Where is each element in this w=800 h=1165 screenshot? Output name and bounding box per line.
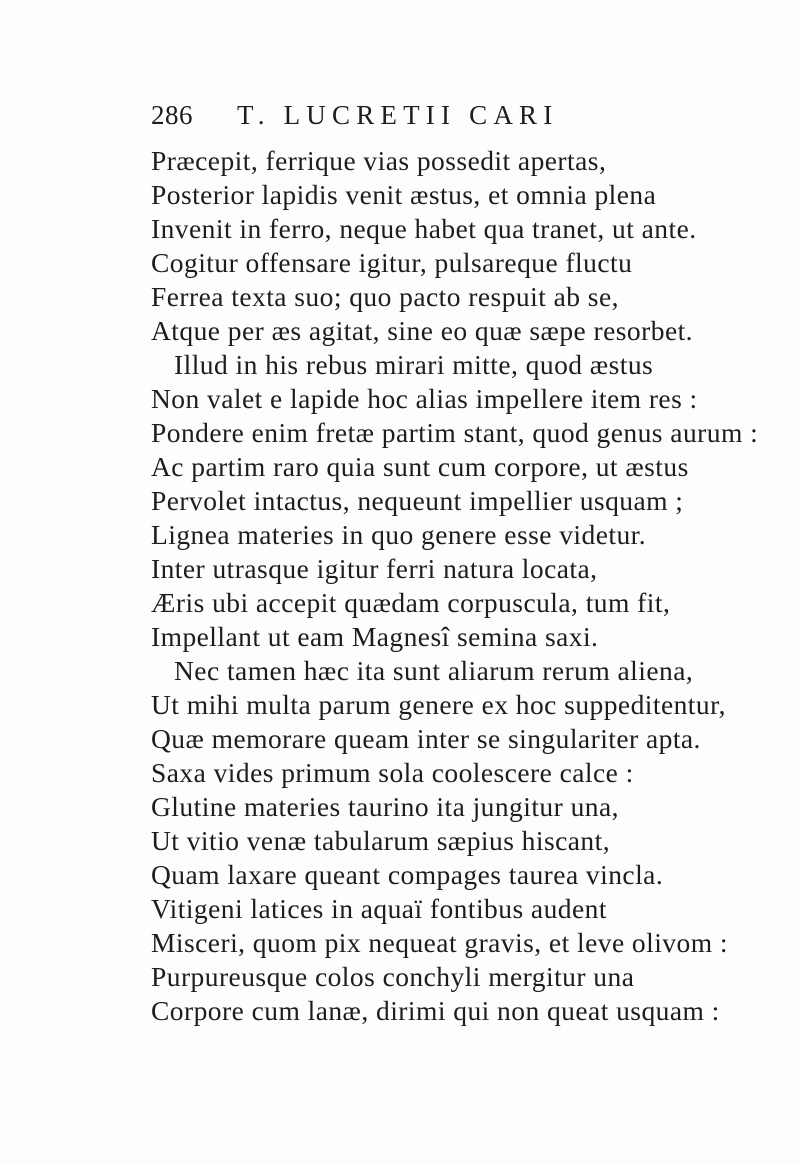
page-header [151, 100, 671, 140]
verse-line: Glutine materies taurino ita jungitur una, [151, 791, 619, 822]
verse-line: Atque per æs agitat, sine eo quæ sæpe resorbet. [151, 315, 694, 346]
verse-line: Misceri, quom pix nequeat gravis, et leve olivom : [151, 927, 728, 958]
verse-line: Quam laxare queant compages taurea vincla. [151, 859, 664, 890]
verse-line: Æris ubi accepit quædam corpuscula, tum fit, [151, 587, 671, 618]
verse-line: Corpore cum lanæ, dirimi qui non queat usquam : [151, 995, 720, 1026]
verse-line: Præcepit, ferrique vias possedit apertas, [151, 145, 607, 176]
verse-line: Impellant ut eam Magnesî semina saxi. [151, 621, 599, 652]
running-head: T. LUCRETII CARI [237, 100, 559, 130]
verse-line: Lignea materies in quo genere esse videtur. [151, 519, 647, 550]
verse-line: Saxa vides primum sola coolescere calce : [151, 757, 634, 788]
verse-line: Ferrea texta suo; quo pacto respuit ab se, [151, 281, 619, 312]
verse-line: Ac partim raro quia sunt cum corpore, ut æstus [151, 451, 689, 482]
verse-line: Cogitur offensare igitur, pulsareque fluctu [151, 247, 633, 278]
verse-line: Invenit in ferro, neque habet qua tranet, ut ante. [151, 213, 697, 244]
verse-line: Non valet e lapide hoc alias impellere item res : [151, 383, 698, 414]
verse-line: Vitigeni latices in aquaï fontibus audent [151, 893, 607, 924]
verse-line: Pervolet intactus, nequeunt impellier usquam ; [151, 485, 684, 516]
verse-line: Illud in his rebus mirari mitte, quod æstus [174, 349, 654, 380]
verse-line: Nec tamen hæc ita sunt aliarum rerum aliena, [174, 655, 694, 686]
verse-line: Posterior lapidis venit æstus, et omnia plena [151, 179, 657, 210]
verse-line: Quæ memorare queam inter se singulariter apta. [151, 723, 701, 754]
page-number: 286 [151, 100, 193, 130]
verse-line: Pondere enim fretæ partim stant, quod genus aurum : [151, 417, 759, 448]
verse-line: Ut vitio venæ tabularum sæpius hiscant, [151, 825, 611, 856]
verse-line: Purpureusque colos conchyli mergitur una [151, 961, 635, 992]
verse-line: Inter utrasque igitur ferri natura locata, [151, 553, 598, 584]
verse-line: Ut mihi multa parum genere ex hoc suppeditentur, [151, 689, 726, 720]
